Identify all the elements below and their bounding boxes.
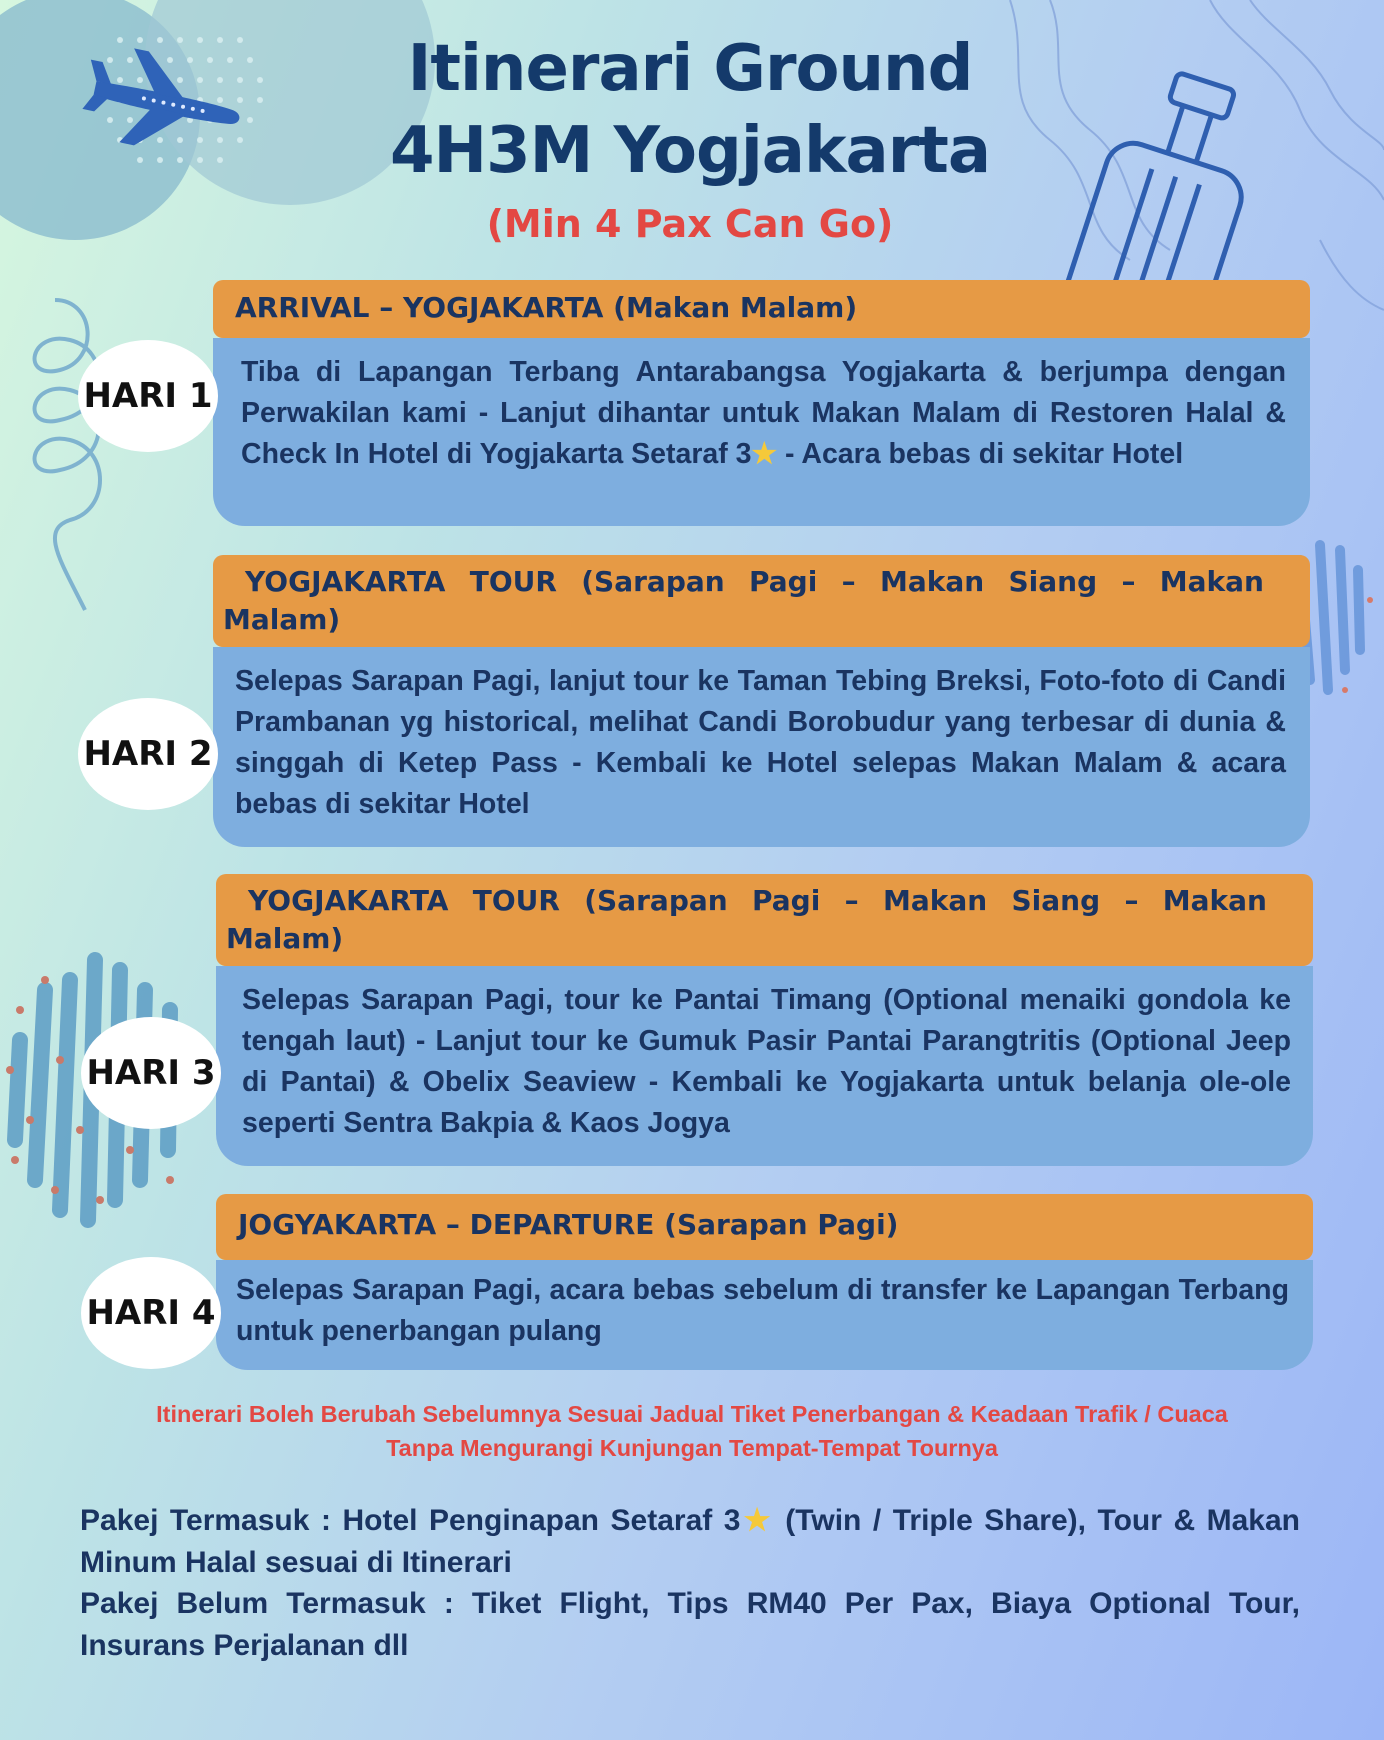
day-badge-4: HARI 4 bbox=[81, 1257, 221, 1369]
star-icon: ★ bbox=[751, 438, 778, 470]
package-included: Pakej Termasuk : Hotel Penginapan Setaraf 3★ (Twin / Triple Share), Tour & Makan Minum Halal sesuai di Itinerari bbox=[80, 1504, 1301, 1579]
day-badge-2: HARI 2 bbox=[78, 698, 218, 810]
page-subtitle: (Min 4 Pax Can Go) bbox=[486, 202, 894, 246]
day-card-2 bbox=[213, 555, 1310, 847]
star-icon: ★ bbox=[740, 1504, 774, 1537]
page-title-line-1: Itinerari Ground bbox=[407, 32, 973, 106]
day-badge-3: HARI 3 bbox=[81, 1017, 221, 1129]
itinerary-note: Itinerari Boleh Berubah Sebelumnya Sesuai Jadual Tiket Penerbangan & Keadaan Trafik / Cuaca Tanpa Mengurangi Kunjungan Tempat-Tempat Tournya bbox=[156, 1401, 1228, 1461]
day-description: Selepas Sarapan Pagi, lanjut tour ke Taman Tebing Breksi, Foto-foto di Candi Prambanan yg historical, melihat Candi Borobudur yang terbesar di dunia & singgah di Ketep Pass - Kembali ke Hotel selepas Makan Malam & acara bebas di sekitar Hotel bbox=[213, 647, 1310, 847]
deco-squiggle bbox=[35, 300, 100, 610]
day-card-1 bbox=[213, 280, 1310, 526]
day-title: YOGJAKARTA TOUR (Sarapan Pagi – Makan Siang – Makan Malam) bbox=[216, 874, 1313, 966]
day-badge-1: HARI 1 bbox=[78, 340, 218, 452]
day-description: Selepas Sarapan Pagi, acara bebas sebelum di transfer ke Lapangan Terbang untuk penerbangan pulang bbox=[216, 1260, 1313, 1370]
day-title: ARRIVAL – YOGJAKARTA (Makan Malam) bbox=[213, 280, 1310, 338]
day-title: YOGJAKARTA TOUR (Sarapan Pagi – Makan Siang – Makan Malam) bbox=[213, 555, 1310, 647]
day-title: JOGYAKARTA – DEPARTURE (Sarapan Pagi) bbox=[216, 1194, 1313, 1260]
day-description: Tiba di Lapangan Terbang Antarabangsa Yogjakarta & berjumpa dengan Perwakilan kami - Lanjut dihantar untuk Makan Malam di Restoren Halal & Check In Hotel di Yogjakarta Setaraf 3★ - Acara bebas di sekitar Hotel bbox=[213, 338, 1310, 526]
day-card-3 bbox=[216, 874, 1313, 1166]
package-info bbox=[80, 1500, 1300, 1666]
day-card-4 bbox=[216, 1194, 1313, 1370]
package-excluded: Pakej Belum Termasuk : Tiket Flight, Tips RM40 Per Pax, Biaya Optional Tour, Insurans Perjalanan dll bbox=[80, 1587, 1300, 1662]
day-description: Selepas Sarapan Pagi, tour ke Pantai Timang (Optional menaiki gondola ke tengah laut) - Lanjut tour ke Gumuk Pasir Pantai Parangtritis (Optional Jeep di Pantai) & Obelix Seaview - Kembali ke Yogjakarta untuk belanja ole-ole seperti Sentra Bakpia & Kaos Jogya bbox=[216, 966, 1313, 1166]
page-title-line-2: 4H3M Yogjakarta bbox=[389, 114, 991, 188]
